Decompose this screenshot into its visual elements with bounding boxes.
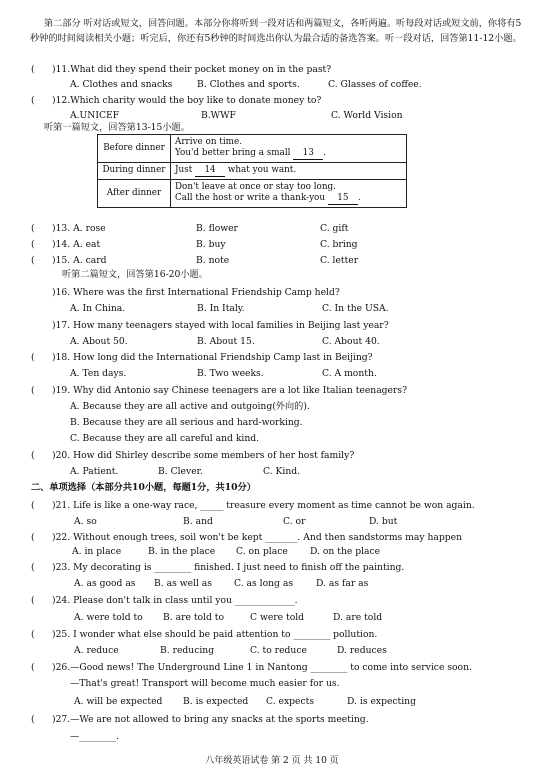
q22-option-a: A. in place <box>72 546 122 557</box>
q21-option-a: A. so <box>74 516 97 527</box>
q13-option-c: C. gift <box>320 223 349 234</box>
question-14: )14. A. eat <box>52 239 101 250</box>
answer-paren: ( <box>31 662 35 673</box>
q15-option-b: B. note <box>196 255 230 266</box>
question-16: )16. Where was the first International Friendship Camp held? <box>52 287 340 298</box>
q20-option-b: B. Clever. <box>158 466 203 477</box>
question-23: )23. My decorating is ________ finished. I just need to finish off the painting. <box>52 562 405 573</box>
answer-paren: ( <box>31 223 35 234</box>
passage2-heading: 听第二篇短文，回答第16-20小题。 <box>62 269 208 280</box>
q23-option-c: C. as long as <box>234 578 294 589</box>
question-22: )22. Without enough trees, soil won't be kept _______. And then sandstorms may happen <box>52 532 462 543</box>
q26-option-b: B. is expected <box>183 696 249 707</box>
answer-paren: ( <box>31 95 35 106</box>
q16-option-b: B. In Italy. <box>197 303 245 314</box>
q26-option-a: A. will be expected <box>74 696 163 707</box>
q24-option-a: A. were told to <box>74 612 143 623</box>
question-27-reply: —________. <box>70 731 119 742</box>
table-cell-after <box>171 179 407 207</box>
q14-option-b: B. buy <box>196 239 226 250</box>
q12-option-c: C. World Vision <box>331 110 403 121</box>
q18-option-c: C. A month. <box>322 368 377 379</box>
table-label-during: During dinner <box>98 162 171 179</box>
q11-option-a: A. Clothes and snacks <box>70 79 173 90</box>
question-26-reply: —That's great! Transport will become much easier for us. <box>70 678 340 689</box>
q13-option-b: B. flower <box>196 223 238 234</box>
answer-paren: ( <box>31 450 35 461</box>
question-21: )21. Life is like a one-way race, _____ treasure every moment as time cannot be won again. <box>52 500 475 511</box>
q14-option-c: C. bring <box>320 239 358 250</box>
table-text: Call the host or write a thank-you 15 . <box>175 192 361 203</box>
table-text: Don't leave at once or stay too long. <box>175 181 336 192</box>
answer-paren: ( <box>31 385 35 396</box>
blank-15: 15 <box>328 193 358 205</box>
q24-option-d: D. are told <box>333 612 383 623</box>
table-label-after: After dinner <box>98 179 171 207</box>
q16-option-c: C. In the USA. <box>322 303 389 314</box>
q12-option-b: B.WWF <box>201 110 236 121</box>
question-27: )27.—We are not allowed to bring any snacks at the sports meeting. <box>52 714 369 725</box>
question-24: )24. Please don't talk in class until you _____________. <box>52 595 298 606</box>
table-text: what you want. <box>227 164 297 175</box>
answer-paren: ( <box>31 64 35 75</box>
q22-option-c: C. on place <box>236 546 288 557</box>
answer-paren: ( <box>31 500 35 511</box>
q20-option-a: A. Patient. <box>70 466 119 477</box>
q24-option-b: B. are told to <box>163 612 225 623</box>
question-25: )25. I wonder what else should be paid attention to ________ pollution. <box>52 629 378 640</box>
q16-option-a: A. In China. <box>70 303 126 314</box>
q23-option-b: B. as well as <box>154 578 212 589</box>
q19-option-b: B. Because they are all serious and hard-working. <box>70 417 303 428</box>
page-footer: 八年级英语试卷 第 2 页 共 10 页 <box>205 756 339 766</box>
answer-paren: ( <box>31 629 35 640</box>
q20-option-c: C. Kind. <box>263 466 301 477</box>
blank-14: 14 <box>195 165 225 177</box>
question-26: )26.—Good news! The Underground Line 1 in Nantong ________ to come into service soon. <box>52 662 472 673</box>
question-20: )20. How did Shirley describe some members of her host family? <box>52 450 355 461</box>
table-text: Arrive on time. <box>175 137 242 147</box>
q15-option-c: C. letter <box>320 255 359 266</box>
q12-option-a: A.UNICEF <box>70 110 120 121</box>
q26-option-d: D. is expecting <box>347 696 416 707</box>
q26-option-c: C. expects <box>266 696 315 707</box>
q11-option-c: C. Glasses of coffee. <box>328 79 422 90</box>
answer-paren: ( <box>31 532 35 543</box>
q25-option-c: C. to reduce <box>250 645 307 656</box>
answer-paren: ( <box>31 562 35 573</box>
listening-instructions: 第二部分 听对话或短文，回答问题。本部分你将听到一段对话和两篇短文，各听两遍。听每段对话或短文前，你将有5秒钟的时间阅读相关小题；听完后，你还有5秒钟的时间选出你认为最合适的备选答案。听一段对话，回答第11-12小题。 <box>30 18 522 44</box>
q21-option-d: D. but <box>369 516 398 527</box>
table-label-before: Before dinner <box>98 135 171 163</box>
question-17: )17. How many teenagers stayed with local families in Beijing last year? <box>52 320 389 331</box>
q24-option-c: C were told <box>250 612 305 623</box>
table-text: You'd better bring a small <box>175 147 291 158</box>
question-12: )12.Which charity would the boy like to donate money to? <box>52 95 322 106</box>
section-heading: 二、单项选择（本部分共10小题，每题1分，共10分） <box>31 482 256 493</box>
q23-option-a: A. as good as <box>74 578 136 589</box>
q17-option-a: A. About 50. <box>70 336 128 347</box>
q18-option-b: B. Two weeks. <box>197 368 264 379</box>
question-11: )11.What did they spend their pocket money on in the past? <box>52 64 332 75</box>
q22-option-b: B. in the place <box>148 546 216 557</box>
question-15: )15. A. card <box>52 255 107 266</box>
table-text: Call the host or write a thank-you <box>175 192 326 203</box>
q19-option-a: A. Because they are all active and outgoing(外向的). <box>70 401 310 412</box>
q11-option-b: B. Clothes and sports. <box>197 79 300 90</box>
question-18: )18. How long did the International Friendship Camp last in Beijing? <box>52 352 373 363</box>
q17-option-c: C. About 40. <box>322 336 380 347</box>
q25-option-d: D. reduces <box>337 645 387 656</box>
table-text: Just <box>175 164 193 175</box>
table-cell-during <box>171 162 407 179</box>
q19-option-c: C. Because they are all careful and kind. <box>70 433 260 444</box>
table-text: You'd better bring a small 13 . <box>175 147 327 158</box>
answer-paren: ( <box>31 595 35 606</box>
q25-option-a: A. reduce <box>74 645 119 656</box>
passage1-heading: 听第一篇短文，回答第13-15小题。 <box>44 122 190 133</box>
q22-option-d: D. on the place <box>310 546 381 557</box>
answer-paren: ( <box>31 352 35 363</box>
question-19: )19. Why did Antonio say Chinese teenagers are a lot like Italian teenagers? <box>52 385 408 396</box>
q21-option-b: B. and <box>183 516 213 527</box>
q17-option-b: B. About 15. <box>197 336 255 347</box>
etiquette-table <box>97 134 407 208</box>
q18-option-a: A. Ten days. <box>70 368 127 379</box>
q23-option-d: D. as far as <box>316 578 369 589</box>
answer-paren: ( <box>31 714 35 725</box>
answer-paren: ( <box>31 255 35 266</box>
table-cell-before <box>171 135 407 163</box>
q21-option-c: C. or <box>283 516 306 527</box>
question-13: )13. A. rose <box>52 223 106 234</box>
blank-13: 13 <box>293 148 323 160</box>
answer-paren: ( <box>31 239 35 250</box>
q25-option-b: B. reducing <box>160 645 215 656</box>
